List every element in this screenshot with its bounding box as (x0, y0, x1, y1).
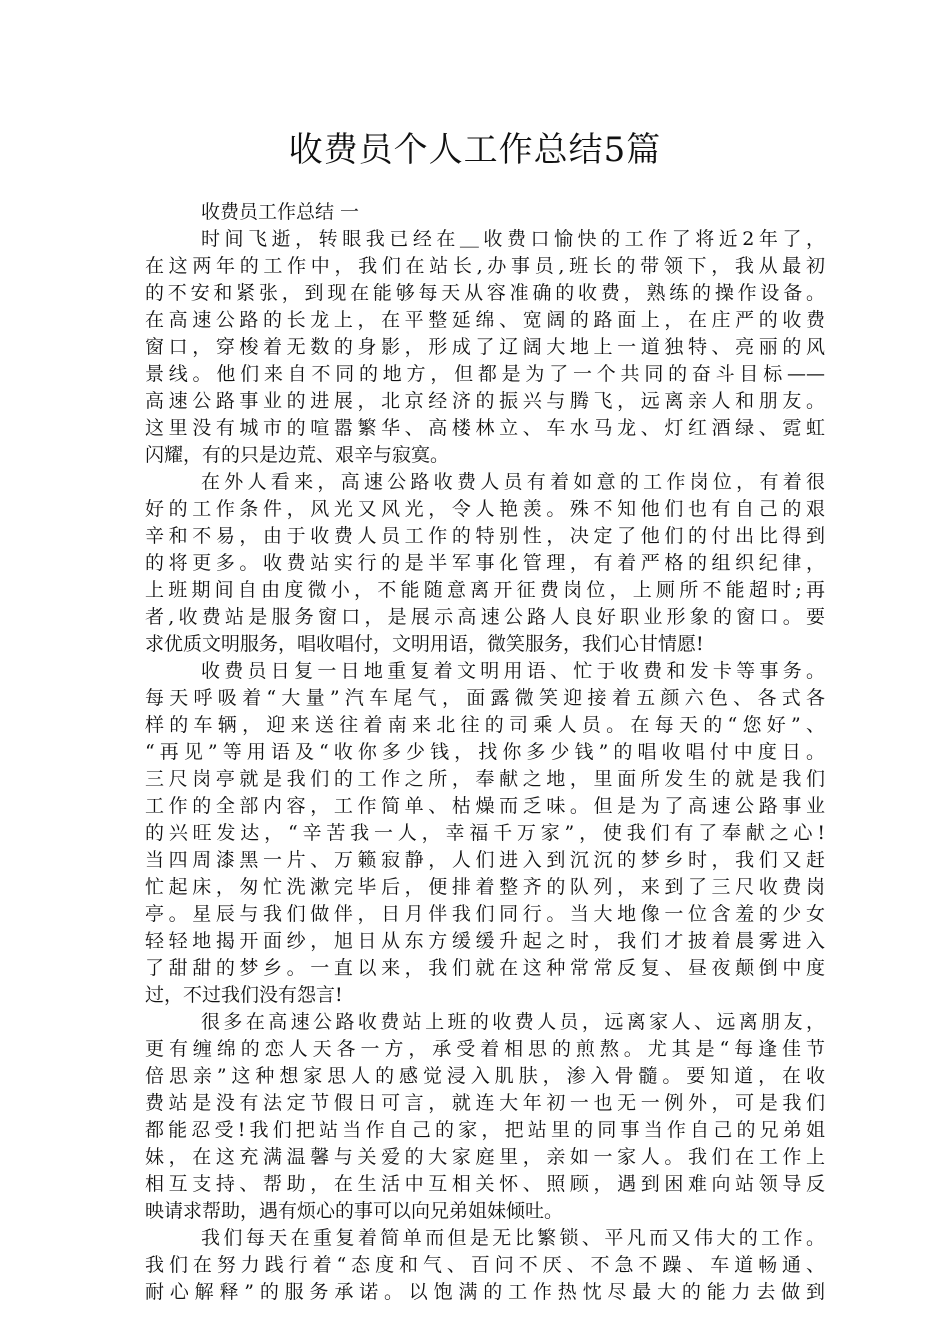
paragraph-line: 在高速公路的长龙上，在平整延绵、宽阔的路面上，在庄严的收费 (145, 309, 825, 331)
paragraph-line: 景线。他们来自不同的地方，但都是为了一个共同的奋斗目标—— (145, 363, 825, 385)
paragraph-line: 过，不过我们没有怨言! (145, 984, 343, 1006)
paragraph (145, 658, 825, 1009)
body-text (145, 226, 825, 1306)
paragraph-line: 都能忍受!我们把站当作自己的家，把站里的同事当作自己的兄弟姐 (145, 1119, 825, 1141)
paragraph-line: 收费员日复一日地重复着文明用语、忙于收费和发卡等事务。 (201, 660, 825, 682)
paragraph-line: 这里没有城市的喧嚣繁华、高楼林立、车水马龙、灯红酒绿、霓虹 (145, 417, 825, 439)
paragraph-line: 耐心解释”的服务承诺。以饱满的工作热忱尽最大的能力去做到 (145, 1281, 825, 1303)
paragraph-line: 工作的全部内容，工作简单、枯燥而乏味。但是为了高速公路事业 (145, 795, 825, 817)
paragraph-line: 很多在高速公路收费站上班的收费人员，远离家人、远离朋友， (201, 1011, 825, 1033)
paragraph (145, 1225, 825, 1306)
document-title: 收费员个人工作总结5篇 (288, 130, 662, 170)
paragraph-line: 亭。星辰与我们做伴，日月伴我们同行。当大地像一位含羞的少女 (145, 903, 825, 925)
paragraph-line: 妹，在这充满温馨与关爱的大家庭里，亲如一家人。我们在工作上 (145, 1146, 825, 1168)
paragraph-line: 在这两年的工作中，我们在站长,办事员,班长的带领下，我从最初 (145, 255, 825, 277)
paragraph-line: “再见”等用语及“收你多少钱，找你多少钱”的唱收唱付中度日。 (145, 741, 825, 763)
paragraph-line: 的将更多。收费站实行的是半军事化管理，有着严格的组织纪律， (145, 552, 825, 574)
section-heading: 收费员工作总结 一 (201, 201, 360, 223)
paragraph-line: 我们在努力践行着“态度和气、百问不厌、不急不躁、车道畅通、 (145, 1254, 825, 1276)
paragraph-line: 好的工作条件，风光又风光，令人艳羡。殊不知他们也有自己的艰 (145, 498, 825, 520)
paragraph-line: 当四周漆黑一片、万籁寂静，人们进入到沉沉的梦乡时，我们又赶 (145, 849, 825, 871)
paragraph-line: 辛和不易，由于收费人员工作的特别性，决定了他们的付出比得到 (145, 525, 825, 547)
paragraph-line: 倍思亲”这种想家思人的感觉浸入肌肤，渗入骨髓。要知道，在收 (145, 1065, 825, 1087)
paragraph-line: 我们每天在重复着简单而但是无比繁锁、平凡而又伟大的工作。 (201, 1227, 825, 1249)
paragraph-line: 三尺岗亭就是我们的工作之所，奉献之地，里面所发生的就是我们 (145, 768, 825, 790)
paragraph (145, 469, 825, 658)
paragraph-line: 窗口，穿梭着无数的身影，形成了辽阔大地上一道独特、亮丽的风 (145, 336, 825, 358)
paragraph-line: 上班期间自由度微小，不能随意离开征费岗位，上厕所不能超时;再 (145, 579, 825, 601)
paragraph-line: 时间飞逝，转眼我已经在＿收费口愉快的工作了将近2年了， (201, 228, 825, 250)
paragraph-line: 在外人看来，高速公路收费人员有着如意的工作岗位，有着很 (201, 471, 825, 493)
paragraph-line: 高速公路事业的进展，北京经济的振兴与腾飞，远离亲人和朋友。 (145, 390, 825, 412)
paragraph-line: 轻轻地揭开面纱，旭日从东方缓缓升起之时，我们才披着晨雾进入 (145, 930, 825, 952)
paragraph-line: 求优质文明服务，唱收唱付，文明用语，微笑服务，我们心甘情愿! (145, 633, 704, 655)
paragraph-line: 每天呼吸着“大量”汽车尾气，面露微笑迎接着五颜六色、各式各 (145, 687, 825, 709)
paragraph-line: 样的车辆，迎来送往着南来北往的司乘人员。在每天的“您好”、 (145, 714, 825, 736)
paragraph-line: 的兴旺发达，“辛苦我一人，幸福千万家”，使我们有了奉献之心! (145, 822, 825, 844)
paragraph-line: 的不安和紧张，到现在能够每天从容准确的收费，熟练的操作设备。 (145, 282, 825, 304)
paragraph-line: 映请求帮助，遇有烦心的事可以向兄弟姐妹倾吐。 (145, 1200, 564, 1222)
paragraph-line: 相互支持、帮助，在生活中互相关怀、照顾，遇到困难向站领导反 (145, 1173, 825, 1195)
paragraph-line: 者,收费站是服务窗口，是展示高速公路人良好职业形象的窗口。要 (145, 606, 825, 628)
paragraph (145, 226, 825, 469)
paragraph-line: 闪耀，有的只是边荒、艰辛与寂寞。 (145, 444, 450, 466)
paragraph-line: 了甜甜的梦乡。一直以来，我们就在这种常常反复、昼夜颠倒中度 (145, 957, 825, 979)
paragraph-line: 更有缠绵的恋人天各一方，承受着相思的煎熬。尤其是“每逢佳节 (145, 1038, 825, 1060)
paragraph (145, 1009, 825, 1225)
paragraph-line: 费站是没有法定节假日可言，就连大年初一也无一例外，可是我们 (145, 1092, 825, 1114)
paragraph-line: 忙起床，匆忙洗漱完毕后，便排着整齐的队列，来到了三尺收费岗 (145, 876, 825, 898)
